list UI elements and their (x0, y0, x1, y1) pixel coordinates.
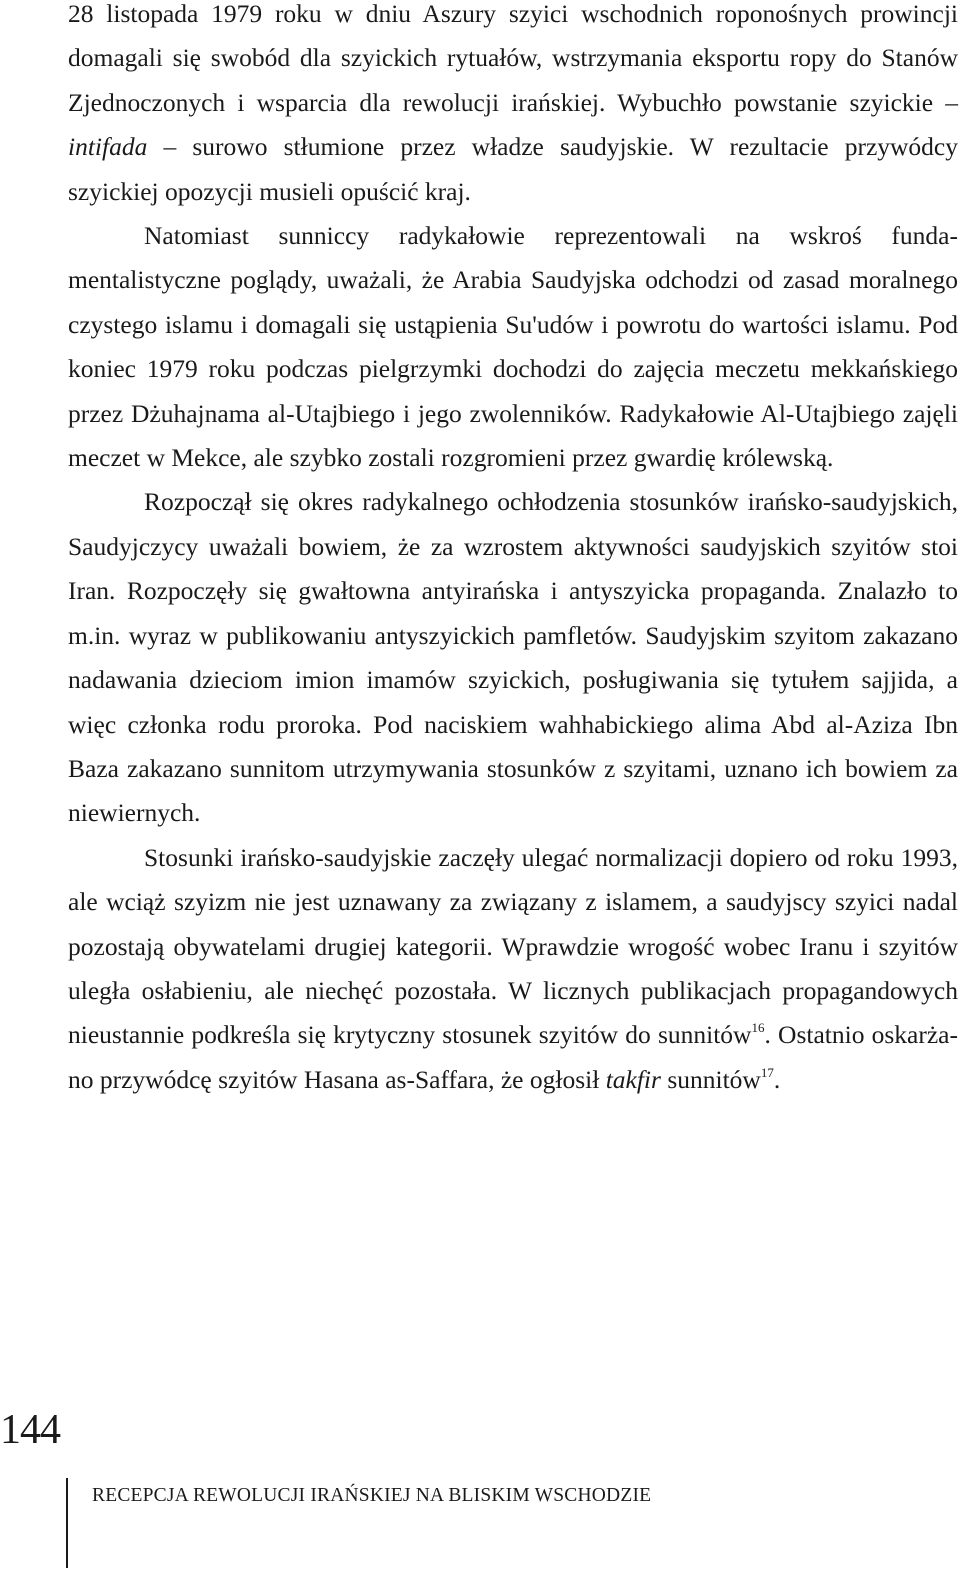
italic-term-takfir: takfir (605, 1064, 661, 1094)
page-body (68, 0, 958, 1102)
paragraph-4-text-c: sunnitów (660, 1064, 761, 1094)
paragraph-1-text-a: 28 listopada 1979 roku w dniu Aszury szyici wschodnich roponośnych prowincji domagali się swobód dla szyickich rytuałów, wstrzymania eksportu ropy do Stanów Zjednoczonych i wsparcia dla rewolucji irańskiej. Wybuchło powstanie szyickie – (68, 0, 958, 117)
paragraph-4-text-d: . (773, 1064, 781, 1094)
paragraph-4 (68, 836, 958, 1102)
paragraph-1 (68, 0, 958, 214)
paragraph-1-text-b: – surowo stłumione przez władze saudyjskie. W rezultacie przywódcy szyickiej opozycji musieli opuścić kraj. (68, 132, 958, 206)
paragraph-2 (68, 214, 958, 480)
footer-divider (66, 1478, 68, 1568)
paragraph-2-text: Natomiast sunniccy radykałowie reprezentowali na wskroś fundamentalistyczne poglądy, uważali, że Arabia Saudyjska odchodzi od zasad moralnego czystego islamu i domagali się ustąpienia Su'udów i powrotu do wartości islamu. Pod koniec 1979 roku podczas pielgrzymki dochodzi do zajęcia meczetu mekkańskiego przez Dżuhajnama al-Utajbiego i jego zwolenników. Radykałowie Al-Utajbiego zajęli meczet w Mekce, ale szybko zostali rozgromieni przez gwardię królewską. (68, 221, 958, 473)
paragraph-4-text-b: . Ostatnio oskarżano przywódcę szyitów Hasana as-Saffara, że ogłosił (68, 1020, 958, 1094)
footnote-ref-16[interactable]: 16 (751, 1020, 765, 1036)
paragraph-4-text-a: Stosunki irańsko-saudyjskie zaczęły ulegać normalizacji dopiero od roku 1993, ale wciąż szyizm nie jest uznawany za związany z islamem, a saudyjscy szyici nadal pozostają obywatelami drugiej kategorii. Wprawdzie wrogość wobec Iranu i szyitów uległa osłabieniu, ale niechęć pozostała. W licznych publikacjach propagandowych nieustannie podkreśla się krytyczny stosunek szyitów do sunnitów (68, 842, 958, 1050)
italic-term-intifada: intifada (68, 132, 148, 162)
paragraph-3 (68, 480, 958, 835)
footnote-ref-17[interactable]: 17 (760, 1064, 774, 1080)
page-number: 144 (0, 1407, 60, 1453)
paragraph-3-text: Rozpoczął się okres radykalnego ochłodzenia stosunków irańsko-saudyjskich, Saudyjczycy uważali bowiem, że za wzrostem aktywności saudyjskich szyitów stoi Iran. Rozpoczęły się gwałtowna antyirańska i antyszyicka propaganda. Znalazło to m.in. wyraz w publikowaniu antyszyickich pamfletów. Saudyjskim szyitom zakazano nadawania dzieciom imion imamów szyickich, posługiwania się tytułem sajjida, a więc członka rodu proroka. Pod naciskiem wahhabickiego alima Abd al-Aziza Ibn Baza zakazano sunnitom utrzymywania stosunków z szyitami, uznano ich bowiem za niewiernych. (68, 487, 958, 828)
running-head: RECEPCJA REWOLUCJI IRAŃSKIEJ NA BLISKIM WSCHODZIE (92, 1485, 652, 1506)
